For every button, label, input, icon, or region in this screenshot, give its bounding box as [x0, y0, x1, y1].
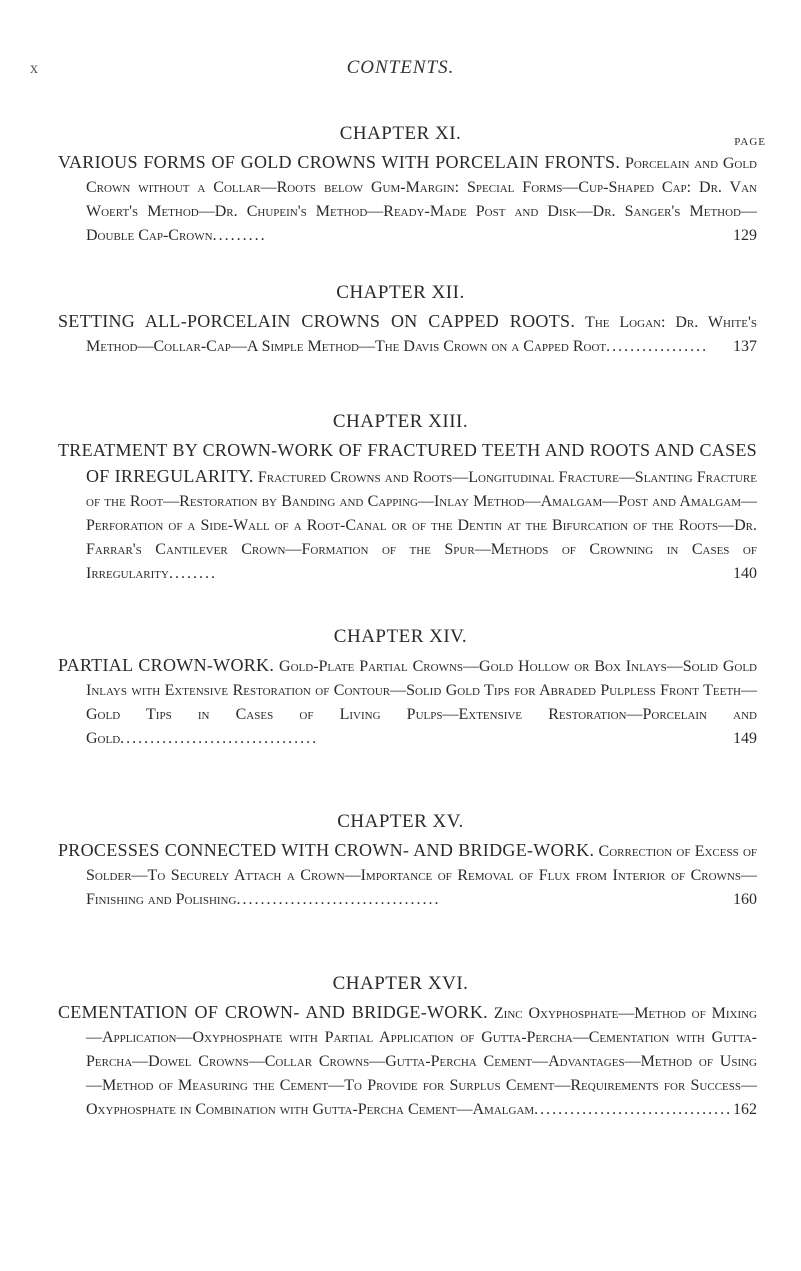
chapter-heading: SETTING ALL-PORCELAIN CROWNS ON CAPPED ROOTS. [58, 311, 576, 331]
chapter-title: CHAPTER XV. [337, 811, 464, 832]
page-reference: 149 [733, 730, 757, 747]
chapter-14 [0, 625, 801, 751]
chapter-title: CHAPTER XIII. [332, 411, 469, 432]
chapter-entry: PROCESSES CONNECTED WITH CROWN- AND BRIDGE-WORK. Correction of Excess of Solder—To Securely Attach a Crown—Importance of Removal of Flux from Interior of Crowns—Finishing and Polishing.................................. 160 [58, 838, 757, 912]
chapter-entry: SETTING ALL-PORCELAIN CROWNS ON CAPPED ROOTS. The Logan: Dr. White's Method—Collar-Cap—A Simple Method—The Davis Crown on a Capped Root................. 137 [58, 309, 757, 359]
page-reference: 160 [733, 891, 757, 908]
chapter-heading: TREATMENT BY CROWN-WORK OF FRACTURED TEETH AND ROOTS AND CASES OF IRREGULARITY. [58, 440, 757, 486]
chapter-title: CHAPTER XVI. [332, 973, 469, 994]
page-reference: 140 [733, 565, 757, 582]
page-reference: 162 [733, 1101, 757, 1118]
chapter-entry: CEMENTATION OF CROWN- AND BRIDGE-WORK. Zinc Oxyphosphate—Method of Mixing—Application—Oxyphosphate with Partial Application of Gutta-Percha—Cementation with Gutta-Percha—Dowel Crowns—Collar Crowns—Gutta-Percha Cement—Advantages—Method of Using—Method of Measuring the Cement—To Provide for Surplus Cement—Requirements for Success—Oxyphosphate in Combination with Gutta-Percha Cement—Amalgam................................. 162 [58, 1000, 757, 1122]
chapter-topics: Fractured Crowns and Roots—Longitudinal Fracture—Slanting Fracture of the Root—Restoration by Banding and Capping—Inlay Method—Amalgam—Post and Amalgam—Perforation of a Side-Wall of a Root-Canal or of the Dentin at the Bifurcation of the Roots—Dr. Farrar's Cantilever Crown—Formation of the Spur—Methods of Crowning in Cases of Irregularity [86, 469, 757, 582]
chapter-topics: Zinc Oxyphosphate—Method of Mixing—Application—Oxyphosphate with Partial Application of Gutta-Percha—Cementation with Gutta-Percha—Dowel Crowns—Collar Crowns—Gutta-Percha Cement—Advantages—Method of Using—Method of Measuring the Cement—To Provide for Surplus Cement—Requirements for Success—Oxyphosphate in Combination with Gutta-Percha Cement—Amalgam [86, 1005, 758, 1118]
running-head: CONTENTS. [346, 57, 455, 78]
chapter-entry: TREATMENT BY CROWN-WORK OF FRACTURED TEETH AND ROOTS AND CASES OF IRREGULARITY. Fractured Crowns and Roots—Longitudinal Fracture—Slanting Fracture of the Root—Restoration by Banding and Capping—Inlay Method—Amalgam—Post and Amalgam—Perforation of a Side-Wall of a Root-Canal or of the Dentin at the Bifurcation of the Roots—Dr. Farrar's Cantilever Crown—Formation of the Spur—Methods of Crowning in Cases of Irregularity........ 140 [58, 438, 757, 586]
chapter-heading: PROCESSES CONNECTED WITH CROWN- AND BRIDGE-WORK. [58, 840, 595, 860]
chapter-heading: VARIOUS FORMS OF GOLD CROWNS WITH PORCELAIN FRONTS. [58, 152, 621, 172]
chapter-title: CHAPTER XIV. [333, 626, 468, 647]
chapter-12 [0, 281, 801, 359]
chapter-13 [0, 410, 801, 586]
chapter-heading: CEMENTATION OF CROWN- AND BRIDGE-WORK. [58, 1002, 488, 1022]
page-number: x [30, 60, 38, 77]
chapter-topics: The Logan: Dr. White's Method—Collar-Cap—A Simple Method—The Davis Crown on a Capped Root [86, 314, 757, 355]
page-column-label: PAGE [734, 136, 766, 148]
chapter-title: CHAPTER XI. [339, 123, 462, 144]
page-reference: 129 [733, 227, 757, 244]
chapter-topics: Porcelain and Gold Crown without a Collar—Roots below Gum-Margin: Special Forms—Cup-Shaped Cap: Dr. Van Woert's Method—Dr. Chupein's Method—Ready-Made Post and Disk—Dr. Sanger's Method—Double Cap-Crown [86, 155, 757, 244]
chapter-heading: PARTIAL CROWN-WORK. [58, 655, 275, 675]
chapter-16 [0, 972, 801, 1122]
chapter-topics: Gold-Plate Partial Crowns—Gold Hollow or Box Inlays—Solid Gold Inlays with Extensive Restoration of Contour—Solid Gold Tips for Abraded Pulpless Front Teeth—Gold Tips in Cases of Living Pulps—Extensive Restoration—Porcelain and Gold [86, 658, 757, 747]
chapter-topics: Correction of Excess of Solder—To Securely Attach a Crown—Importance of Removal of Flux from Interior of Crowns—Finishing and Polishing [86, 843, 758, 908]
chapter-title: CHAPTER XII. [336, 282, 465, 303]
page-reference: 137 [733, 338, 757, 355]
chapter-entry: VARIOUS FORMS OF GOLD CROWNS WITH PORCELAIN FRONTS. Porcelain and Gold Crown without a Collar—Roots below Gum-Margin: Special Forms—Cup-Shaped Cap: Dr. Van Woert's Method—Dr. Chupein's Method—Ready-Made Post and Disk—Dr. Sanger's Method—Double Cap-Crown......... 129 [58, 150, 757, 248]
chapter-11 [0, 122, 801, 248]
chapter-15 [0, 810, 801, 912]
chapter-entry: PARTIAL CROWN-WORK. Gold-Plate Partial Crowns—Gold Hollow or Box Inlays—Solid Gold Inlays with Extensive Restoration of Contour—Solid Gold Tips for Abraded Pulpless Front Teeth—Gold Tips in Cases of Living Pulps—Extensive Restoration—Porcelain and Gold................................. 149 [58, 653, 757, 751]
